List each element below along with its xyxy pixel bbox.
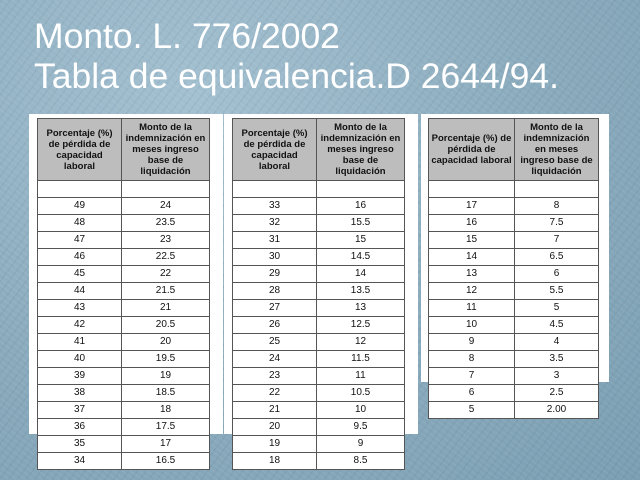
months-cell: 21 xyxy=(122,300,210,317)
months-cell: 5.5 xyxy=(515,283,599,300)
table-row xyxy=(429,368,599,385)
table-row xyxy=(429,385,599,402)
percentage-cell: 22 xyxy=(233,385,317,402)
months-cell: 15.5 xyxy=(317,215,405,232)
percentage-cell: 6 xyxy=(429,385,515,402)
table-row xyxy=(233,215,405,232)
percentage-cell: 30 xyxy=(233,249,317,266)
percentage-cell: 32 xyxy=(233,215,317,232)
percentage-cell: 12 xyxy=(429,283,515,300)
table-row xyxy=(429,334,599,351)
percentage-cell: 5 xyxy=(429,402,515,419)
months-cell: 6.5 xyxy=(515,249,599,266)
table-row xyxy=(429,198,599,215)
table-row xyxy=(233,249,405,266)
percentage-cell: 45 xyxy=(38,266,122,283)
months-cell: 9.5 xyxy=(317,419,405,436)
months-cell: 16 xyxy=(317,198,405,215)
months-cell: 11 xyxy=(317,368,405,385)
equivalence-table-panel-3 xyxy=(421,114,609,415)
table-row xyxy=(429,283,599,300)
table-header-row xyxy=(233,119,405,181)
table-row xyxy=(38,232,210,249)
equivalence-table-panel-1 xyxy=(29,114,223,466)
percentage-cell: 8 xyxy=(429,351,515,368)
equivalence-table-2 xyxy=(232,118,405,470)
table-row xyxy=(38,317,210,334)
table-row xyxy=(38,300,210,317)
table-row xyxy=(233,317,405,334)
table-row xyxy=(233,419,405,436)
table-row xyxy=(38,402,210,419)
percentage-cell: 11 xyxy=(429,300,515,317)
header-percentage-loss: Porcentaje (%) de pérdida de capacidad laboral xyxy=(38,119,122,181)
months-cell: 9 xyxy=(317,436,405,453)
months-cell: 7.5 xyxy=(515,215,599,232)
percentage-cell: 38 xyxy=(38,385,122,402)
percentage-cell: 24 xyxy=(233,351,317,368)
table-row xyxy=(38,334,210,351)
percentage-cell: 28 xyxy=(233,283,317,300)
spacer-cell xyxy=(233,181,317,198)
months-cell: 24 xyxy=(122,198,210,215)
months-cell: 2.5 xyxy=(515,385,599,402)
months-cell: 8 xyxy=(515,198,599,215)
header-percentage-loss: Porcentaje (%) de pérdida de capacidad laboral xyxy=(233,119,317,181)
table-row xyxy=(233,385,405,402)
months-cell: 3 xyxy=(515,368,599,385)
months-cell: 23 xyxy=(122,232,210,249)
header-spacer-row xyxy=(233,181,405,198)
equivalence-table-panel-2 xyxy=(224,114,418,466)
table-row xyxy=(233,436,405,453)
percentage-cell: 13 xyxy=(429,266,515,283)
table-row xyxy=(38,368,210,385)
equivalence-table-1 xyxy=(37,118,210,470)
percentage-cell: 9 xyxy=(429,334,515,351)
table-row xyxy=(233,283,405,300)
table-row xyxy=(233,198,405,215)
months-cell: 14 xyxy=(317,266,405,283)
percentage-cell: 40 xyxy=(38,351,122,368)
table-row xyxy=(429,300,599,317)
months-cell: 13.5 xyxy=(317,283,405,300)
months-cell: 13 xyxy=(317,300,405,317)
header-spacer-row xyxy=(38,181,210,198)
header-percentage-loss: Porcentaje (%) de pérdida de capacidad laboral xyxy=(429,119,515,181)
spacer-cell xyxy=(515,181,599,198)
percentage-cell: 39 xyxy=(38,368,122,385)
percentage-cell: 37 xyxy=(38,402,122,419)
percentage-cell: 36 xyxy=(38,419,122,436)
percentage-cell: 14 xyxy=(429,249,515,266)
months-cell: 11.5 xyxy=(317,351,405,368)
months-cell: 23.5 xyxy=(122,215,210,232)
months-cell: 22.5 xyxy=(122,249,210,266)
table-row xyxy=(38,249,210,266)
months-cell: 12.5 xyxy=(317,317,405,334)
percentage-cell: 29 xyxy=(233,266,317,283)
header-indemnity-months: Monto de la indemnización en meses ingreso base de liquidación xyxy=(515,119,599,181)
slide-title-line-2: Tabla de equivalencia.D 2644/94. xyxy=(34,56,559,96)
header-spacer-row xyxy=(429,181,599,198)
months-cell: 2.00 xyxy=(515,402,599,419)
percentage-cell: 42 xyxy=(38,317,122,334)
percentage-cell: 10 xyxy=(429,317,515,334)
months-cell: 18.5 xyxy=(122,385,210,402)
percentage-cell: 33 xyxy=(233,198,317,215)
months-cell: 15 xyxy=(317,232,405,249)
percentage-cell: 15 xyxy=(429,232,515,249)
percentage-cell: 20 xyxy=(233,419,317,436)
months-cell: 19.5 xyxy=(122,351,210,368)
percentage-cell: 35 xyxy=(38,436,122,453)
table-row xyxy=(38,436,210,453)
percentage-cell: 23 xyxy=(233,368,317,385)
months-cell: 10 xyxy=(317,402,405,419)
months-cell: 14.5 xyxy=(317,249,405,266)
months-cell: 17 xyxy=(122,436,210,453)
months-cell: 10.5 xyxy=(317,385,405,402)
percentage-cell: 17 xyxy=(429,198,515,215)
percentage-cell: 34 xyxy=(38,453,122,470)
months-cell: 7 xyxy=(515,232,599,249)
percentage-cell: 47 xyxy=(38,232,122,249)
spacer-cell xyxy=(317,181,405,198)
months-cell: 22 xyxy=(122,266,210,283)
table-row xyxy=(233,266,405,283)
months-cell: 8.5 xyxy=(317,453,405,470)
table-header-row xyxy=(38,119,210,181)
table-row xyxy=(38,266,210,283)
months-cell: 4.5 xyxy=(515,317,599,334)
spacer-cell xyxy=(429,181,515,198)
percentage-cell: 43 xyxy=(38,300,122,317)
percentage-cell: 41 xyxy=(38,334,122,351)
equivalence-table-3 xyxy=(428,118,599,419)
table-row xyxy=(38,198,210,215)
table-row xyxy=(233,368,405,385)
table-row xyxy=(38,453,210,470)
table-row xyxy=(233,453,405,470)
table-row xyxy=(429,215,599,232)
months-cell: 20 xyxy=(122,334,210,351)
percentage-cell: 21 xyxy=(233,402,317,419)
months-cell: 17.5 xyxy=(122,419,210,436)
header-indemnity-months: Monto de la indemnización en meses ingreso base de liquidación xyxy=(122,119,210,181)
percentage-cell: 18 xyxy=(233,453,317,470)
table-row xyxy=(38,283,210,300)
months-cell: 21.5 xyxy=(122,283,210,300)
percentage-cell: 19 xyxy=(233,436,317,453)
percentage-cell: 25 xyxy=(233,334,317,351)
months-cell: 3.5 xyxy=(515,351,599,368)
table-row xyxy=(429,232,599,249)
table-row xyxy=(429,249,599,266)
table-row xyxy=(233,300,405,317)
table-row xyxy=(233,232,405,249)
months-cell: 19 xyxy=(122,368,210,385)
months-cell: 4 xyxy=(515,334,599,351)
table-row xyxy=(233,402,405,419)
percentage-cell: 26 xyxy=(233,317,317,334)
slide-title xyxy=(34,16,559,96)
percentage-cell: 27 xyxy=(233,300,317,317)
table-row xyxy=(429,351,599,368)
months-cell: 12 xyxy=(317,334,405,351)
percentage-cell: 46 xyxy=(38,249,122,266)
months-cell: 16.5 xyxy=(122,453,210,470)
table-row xyxy=(429,402,599,419)
percentage-cell: 31 xyxy=(233,232,317,249)
percentage-cell: 48 xyxy=(38,215,122,232)
table-row xyxy=(38,419,210,436)
percentage-cell: 16 xyxy=(429,215,515,232)
months-cell: 20.5 xyxy=(122,317,210,334)
percentage-cell: 49 xyxy=(38,198,122,215)
table-row xyxy=(429,317,599,334)
table-row xyxy=(233,351,405,368)
months-cell: 6 xyxy=(515,266,599,283)
percentage-cell: 7 xyxy=(429,368,515,385)
table-row xyxy=(429,266,599,283)
spacer-cell xyxy=(122,181,210,198)
months-cell: 5 xyxy=(515,300,599,317)
table-row xyxy=(38,215,210,232)
table-row xyxy=(38,385,210,402)
slide-title-line-1: Monto. L. 776/2002 xyxy=(34,16,340,56)
table-row xyxy=(233,334,405,351)
percentage-cell: 44 xyxy=(38,283,122,300)
header-indemnity-months: Monto de la indemnización en meses ingreso base de liquidación xyxy=(317,119,405,181)
spacer-cell xyxy=(38,181,122,198)
months-cell: 18 xyxy=(122,402,210,419)
table-row xyxy=(38,351,210,368)
table-header-row xyxy=(429,119,599,181)
